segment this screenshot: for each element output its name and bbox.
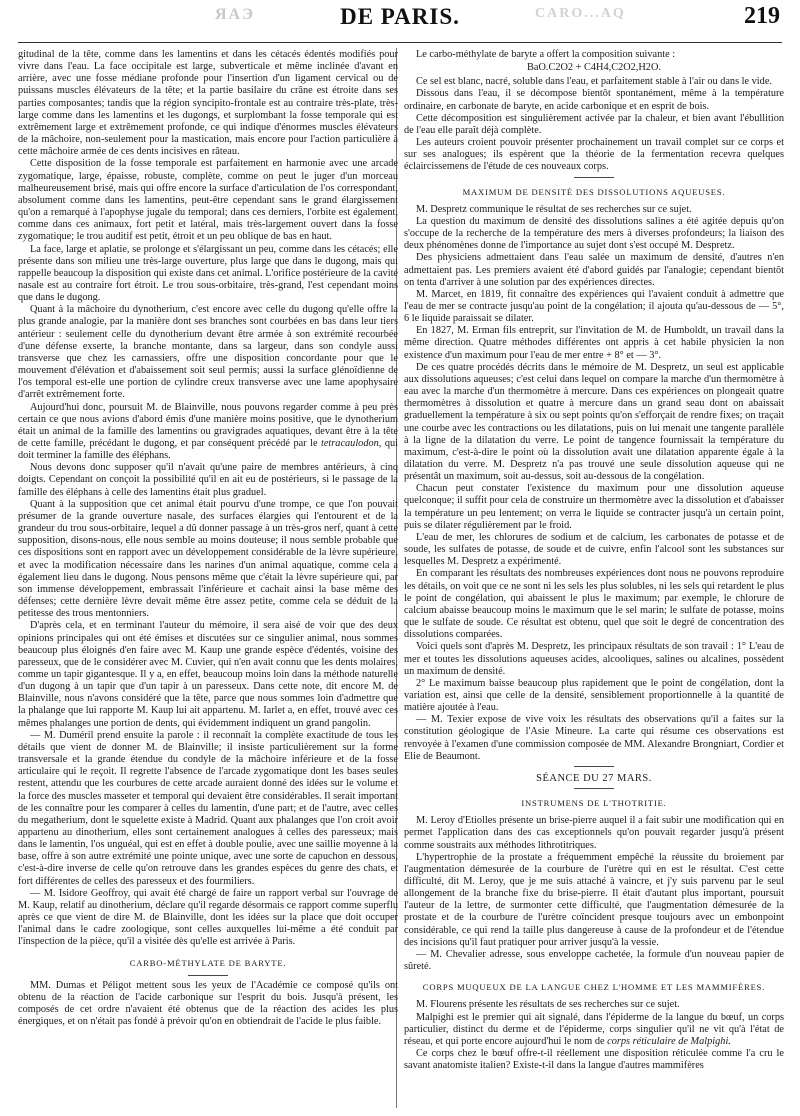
- paragraph: — M. Isidore Geoffroy, qui avait été chargé de faire un rapport verbal sur l'ouvrage de M. Kaup, relatif au dinotherium, déclare qu'il regarde désormais ce rapport comme superflu après ce que vient de dire M. de Blainville, dont les idées sur la place que doit occuper l'animal dans le cadre zoologique, sont celles auxquelles lui-même a été conduit par l'inspection de la pièce, qu'il a visitée dès qu'elle est arrivée à Paris.: [18, 887, 398, 948]
- running-title: DE PARIS.: [340, 4, 460, 29]
- italic-term: tetracaulodon: [321, 438, 379, 449]
- paragraph: Quant à la mâchoire du dynotherium, c'est encore avec celle du dugong qu'elle offre la plus grande analogie, par la manière dont ses branches sont courbées en bas dans leur tiers antérieur : seulement celle du dynotherium devant être armée à son extrémité recourbée d'une défense exserte, la branche montante, dans sa largeur, dans son condyle aussi transverse que chez les carnassiers, offre une disposition concordante pour que le mouvement d'élévation et d'abaissement soit seul permis; aussi la surface glénoïdienne de l'os temporal est-elle une portion de cylindre creux transverse avec une lame apophysaire d'arrêt extrêmement forte.: [18, 304, 398, 401]
- page-header: [0, 0, 800, 44]
- paragraph: M. Leroy d'Etiolles présente un brise-pierre auquel il a fait subir une modification qui en permet l'application dans des cas exceptionnels qu'on pouvait regarder jusqu'à présent comme soustraits aux méthodes lithrotitriques.: [404, 815, 784, 851]
- paragraph: Les auteurs croient pouvoir présenter prochainement un travail complet sur ce corps et sur ses analogues; ils espèrent que la théorie de la fermentation recevra quelques éclaircissemens de l'étude de ces nouveaux corps.: [404, 137, 784, 173]
- section-title: CARBO-MÉTHYLATE DE BARYTE.: [129, 957, 287, 968]
- section-rule: [574, 177, 614, 178]
- left-column: [18, 49, 398, 1028]
- paragraph: Nous devons donc supposer qu'il n'avait qu'une paire de membres antérieurs, à cinq doigts. Cependant on conçoit la possibilité qu'il en ait eu de postérieurs, si le passage de la famille des éléphans à celle des lamentins était plus graduel.: [18, 462, 398, 498]
- text-run: Aujourd'hui donc, poursuit M. de Blainville, nous pouvons regarder comme à peu près certain ce que nous avions d'abord émis d'une manière moins positive, que le dynotherium était un animal de la famille des lamentins ou gravigrades aquatiques, devant être à la tête de cette famille, précédant le dugong, et par conséquent précédé par le: [18, 401, 398, 449]
- section-title: CORPS MUQUEUX DE LA LANGUE CHEZ L'HOMME ET LES MAMMIFÈRES.: [422, 982, 766, 993]
- text-run: Malpighi est le premier qui ait signalé, dans l'épiderme de la langue du bœuf, un corps particulier, distinct du derme et de l'épiderme, corps singulier qu'il ne vit qu'à l'état de réseau, et qui porte encore aujourd'hui le nom de: [404, 1011, 784, 1047]
- paragraph: M. Flourens présente les résultats de ses recherches sur ce sujet.: [416, 999, 680, 1011]
- right-column: [404, 49, 784, 1072]
- paragraph: M. Despretz communique le résultat de ses recherches sur ce sujet.: [416, 203, 692, 215]
- section-title: INSTRUMENS DE L'THOTRITIE.: [521, 798, 667, 809]
- paragraph: Dissous dans l'eau, il se décompose bientôt spontanément, même à la température ordinaire, en carbonate de baryte, en acide carbonique et en esprit de bois.: [404, 88, 784, 112]
- page-number: 219: [744, 3, 780, 29]
- bleed-through-text-right: CARO...AQ: [535, 6, 626, 21]
- header-rule: [18, 42, 782, 43]
- text-run: , qui doit terminer la famille des éléphans.: [18, 438, 398, 462]
- chemical-formula: BaO.C2O2 + C4H4,C2O2,H2O.: [527, 62, 661, 74]
- paragraph: Voici quels sont d'après M. Despretz, les principaux résultats de son travail : 1° L'eau de mer et toutes les dissolutions aqueuses acides, alcooliques, salines ou alcalines, possèdent un maximum de densité.: [404, 641, 784, 677]
- paragraph: D'après cela, et en terminant l'auteur du mémoire, il sera aisé de voir que des deux opinions principales qui ont été émises et discutées sur ce singulier animal, nous sommes beaucoup plus éloignés d'en faire avec M. Kaup une grande espèce d'édentés, voisine des paresseux, que de le considérer avec M. Cuvier, qui n'en avait connu que les dents molaires, comme un tapir gigantesque. Il y a, en effet, beaucoup moins loin dans la méthode naturelle d'un dugong à un tapir que d'un tapir à un paresseux. Dans cette note, dit encore M. de Blainville, nous n'avons considéré que la tête, parce que nous sommes loin d'admettre que la phalange que lui rapporte M. Kaup lui ait appartenu. M. Iarlet a, en effet, trouvé avec ces mêmes phalanges une portion de dents, qui évidemment indiquent un grand pangolin.: [18, 620, 398, 729]
- paragraph: [404, 1012, 784, 1048]
- italic-term: corps réticulaire de Malpighi.: [607, 1035, 731, 1047]
- paragraph: — M. Duméril prend ensuite la parole : il reconnaît la complète exactitude de tous les détails que vient de donner M. de Blainville; il insiste particulièrement sur la forme transversale et la grande étendue du condyle de la mâchoire inférieure et de la fosse articulaire qui le reçoit. Il regrette l'absence de l'arcade zygomatique dont les bases seules restent, attendu que les courbures de cette arcade auraient donné des idées sur le volume et la force des muscles masseter et temporal qui devaient être considérables. Il serait important de les connaître pour les comparer à celles du lamentin, d'une part; et de l'autre, avec celles du megatherium, dont le squelette existe à Madrid. Quant aux phalanges que l'on croit avoir appartenu au dinotherium, elles sont certainement analogues à celles des paresseux; mais dans le lamentin, l'os unguéal, qui est en effet à double poulie, avec une saillie moyenne à la base, offre à son autre extrémité une pointe unique, avec une sorte de capuchon en dessous, c'est-à-dire inverse de celle qu'on retrouve dans les grandes espèces du genre des chats, et fort différentes de celles des paresseux et des fourmiliers.: [18, 729, 398, 887]
- section-rule: [574, 788, 614, 789]
- section-rule: [574, 766, 614, 767]
- paragraph: Cette disposition de la fosse temporale est parfaitement en harmonie avec une arcade zygomatique, large, épaisse, robuste, complète, comme on peut le juger d'un morceau malheureusement brisé, mais qui offre encore la surface d'articulation de l'os correspondant, absolument comme dans les lamentins, peut-être cependant sans le grand élargissement qu'on a remarqué à l'apophyse jugale du temporal; dans ces derniers, l'orbite est également, comme dans ces animaux, fort petit et latéral, mais très-largement ouvert dans la fosse zygomatique; le trou auditif est petit, étroit et un peu oblique de bas en haut.: [18, 158, 398, 243]
- paragraph: Des physiciens admettaient dans l'eau salée un maximum de densité, d'autres n'en admettaient pas. Les premiers avaient été d'abord guidés par l'analogie; cependant bientôt on tenta d'arriver à une solution par des expériences directes.: [404, 252, 784, 288]
- paragraph: La question du maximum de densité des dissolutions salines a été agitée depuis qu'on s'occupe de la recherche de la température des mers à diverses profondeurs; la liaison des deux phénomènes donne de l'importance au sujet dont s'est occupé M. Despretz.: [404, 215, 784, 252]
- paragraph: — M. Chevalier adresse, sous enveloppe cachetée, la formule d'un nouveau papier de sûreté.: [404, 948, 784, 973]
- paragraph: Cette décomposition est singulièrement activée par la chaleur, et bien avant l'ébullition de l'eau elle paraît déjà complète.: [404, 112, 784, 136]
- paragraph: M. Marcet, en 1819, fit connaître des expériences qui l'avaient conduit à admettre que l'eau de mer se contracte jusqu'au point de la congélation; il ajouta qu'au-dessous de — 5°, 6 le liquide paraissait se dilater.: [404, 288, 784, 325]
- section-rule: [188, 975, 228, 976]
- paragraph: [18, 402, 398, 463]
- paragraph: MM. Dumas et Péligot mettent sous les yeux de l'Académie ce composé qu'ils ont obtenu de la réaction de l'acide carbonique sur l'esprit du bois. Jusqu'à présent, les composés de cet ordre n'avaient été obtenus que de la réaction des acides les plus énergiques, et on n'était pas fondé à prévoir qu'on en obtiendrait de l'acide le plus faible.: [18, 979, 398, 1028]
- session-heading: SÉANCE DU 27 MARS.: [536, 772, 652, 784]
- paragraph: En comparant les résultats des nombreuses expériences dont nous ne pouvons reproduire les détails, on voit que ce ne sont ni les sels les plus solubles, ni les sels qui retardent le plus le point de congélation, qui abaissent le plus le maximum; par exemple, le chlorure de calcium abaisse beaucoup moins le maximum que le sel marin; le sulfate de potasse, moins que le sulfate de soude. Ce résultat est obtenu, quel que soit le degré de concentration des dissolutions comparées.: [404, 568, 784, 641]
- paragraph: L'hypertrophie de la prostate a fréquemment empêché la réussite du broiement par l'augmentation démesurée de la courbure de l'urètre qui en est le résultat. C'est cette difficulté, dit M. Leroy, que je me suis attaché à vaincre, et j'y suis parvenu par le seul allongement de la branche fixe du brise-pierre. Il était d'autant plus important, poursuit l'auteur de la lettre, de surmonter cette difficulté, que l'augmentation démesurée de la prostate et de la courbure de l'urètre coïncident presque toujours avec un embonpoint considérable, ce qui rend la taille plus dangereuse à cause de la profondeur et de l'étendue des incisions qu'il faut pratiquer pour arriver jusqu'à la vessie.: [404, 851, 784, 948]
- paragraph: gitudinal de la tête, comme dans les lamentins et dans les cétacés édentés modifiés pour vivre dans l'eau. La face occipitale est large, subverticale et même inclinée d'avant en arrière, avec une fosse médiane profonde pour l'insertion d'un ligament cervical ou de puissans muscles élévateurs de la tête; et la partie basilaire du crâne est étroite dans ses parties composantes; tandis que la région syncipito-frontale est au contraire très-plate, très-large comme dans les lamentins et les dugongs, et surplombant la fosse temporale qui est extrêmement large et extrêmement profonde, ce qui indique d'énormes muscles élévateurs de la mâchoire, non-seulement pour la mastication, mais encore pour l'action particulière à cette mâchoire armée de ces dents incisives en râteau.: [18, 49, 398, 158]
- paragraph: Ce corps chez le bœuf offre-t-il réellement une disposition réticulée comme l'a cru le savant anatomiste italien? Existe-t-il dans la langue d'autres mammifères: [404, 1048, 784, 1072]
- paragraph: Quant à la supposition que cet animal était pourvu d'une trompe, ce que l'on pouvait présumer de la grande ouverture nasale, des surfaces élargies qui l'entourent et de la grandeur du trou sous-orbitaire, lequel a dû donner passage à un très-gros nerf, quant à cette supposition, disons-nous, elle nous semble au moins douteuse; il nous semble probable que ces dispositions sont en rapport avec un développement considérable de la lèvre supérieure, et avec la modification nécessaire dans les narines d'un animal aquatique, comme cela a également lieu dans le dugong. Nous pensons même que c'était la lèvre supérieure qui, par son immense développement, embrassait l'inférieure et cachait ainsi la base même des défenses; cette dernière lèvre devait même être assez petite, comme cela se déduit de la petitesse des trous mentonniers.: [18, 498, 398, 620]
- paragraph: — M. Texier expose de vive voix les résultats des observations qu'il a faites sur la constitution géologique de l'Asie Mineure. La carte qui résume ces observations est renvoyée à l'examen d'une commission composée de MM. Alexandre Brongniart, Cordier et Elie de Beaumont.: [404, 714, 784, 762]
- paragraph: 2° Le maximum baisse beaucoup plus rapidement que le point de congélation, dont la variation est, ainsi que celle de la densité, sensiblement proportionnelle à la quantité de matière ajoutée à l'eau.: [404, 677, 784, 714]
- paragraph: Ce sel est blanc, nacré, soluble dans l'eau, et parfaitement stable à l'air ou dans le vide.: [416, 76, 772, 88]
- section-title: MAXIMUM DE DENSITÉ DES DISSOLUTIONS AQUEUSES.: [462, 186, 726, 197]
- bleed-through-text-left: ЯAЭ: [215, 6, 255, 23]
- paragraph: La face, large et aplatie, se prolonge et s'élargissant un peu, comme dans les cétacés; elle présente dans son milieu une très-large ouverture, plus large que dans le dugong, mais qui rappelle beaucoup la disposition qui existe dans cet animal. L'orifice postérieure de la cavité nasale est au contraire fort étroit. Le trou sous-orbitaire, très-grand, l'est cependant moins que dans le dugong.: [18, 243, 398, 304]
- paragraph: Chacun peut constater l'existence du maximum pour une dissolution aqueuse quelconque; il suffit pour cela de construire un thermomètre avec la dissolution et d'abaisser la température un peu lentement; on verra le liquide se contracter jusqu'à un certain point, puis se dilater régulièrement par le froid.: [404, 483, 784, 531]
- paragraph: En 1827, M. Erman fils entreprit, sur l'invitation de M. de Humboldt, un travail dans la même direction. Quatre méthodes différentes ont appris à cet habile physicien la non existence d'un maximum pour l'eau de mer entre + 8° et — 3°.: [404, 325, 784, 361]
- paragraph: Le carbo-méthylate de baryte a offert la composition suivante :: [416, 49, 676, 60]
- paragraph: L'eau de mer, les chlorures de sodium et de calcium, les carbonates de potasse et de soude, les sulfates de potasse, de soude et de cuivre, enfin l'alcool sont les substances sur lesquelles M. Despretz a expérimenté.: [404, 531, 784, 568]
- paragraph: De ces quatre procédés décrits dans le mémoire de M. Despretz, un seul est applicable aux dissolutions aqueuses; c'est celui dans lequel on compare la marche d'un thermomètre à eau avec la marche d'un thermomètre à mercure. Dans ces expériences on plongeait quatre thermomètres à dissolution et quatre à mercure dans un grand seau dont on abaissait graduellement la température à six ou sept points qu'on s'efforçait de rendre fixes; on traçait une courbe avec les contractions ou les dilatations, puis on lui menait une tangente parallèle à la ligne de la dilatation du verre. Le point de tangence fournissait la température du maximum, c'est-à-dire le point où la dissolution avait une dilatation apparente égale à la dilatation du verre. M. Despretz n'a pas trouvé une seule dissolution aqueuse qui ne présentât un maximum, soit au-dessus, soit au-dessous de la congélation.: [404, 361, 784, 483]
